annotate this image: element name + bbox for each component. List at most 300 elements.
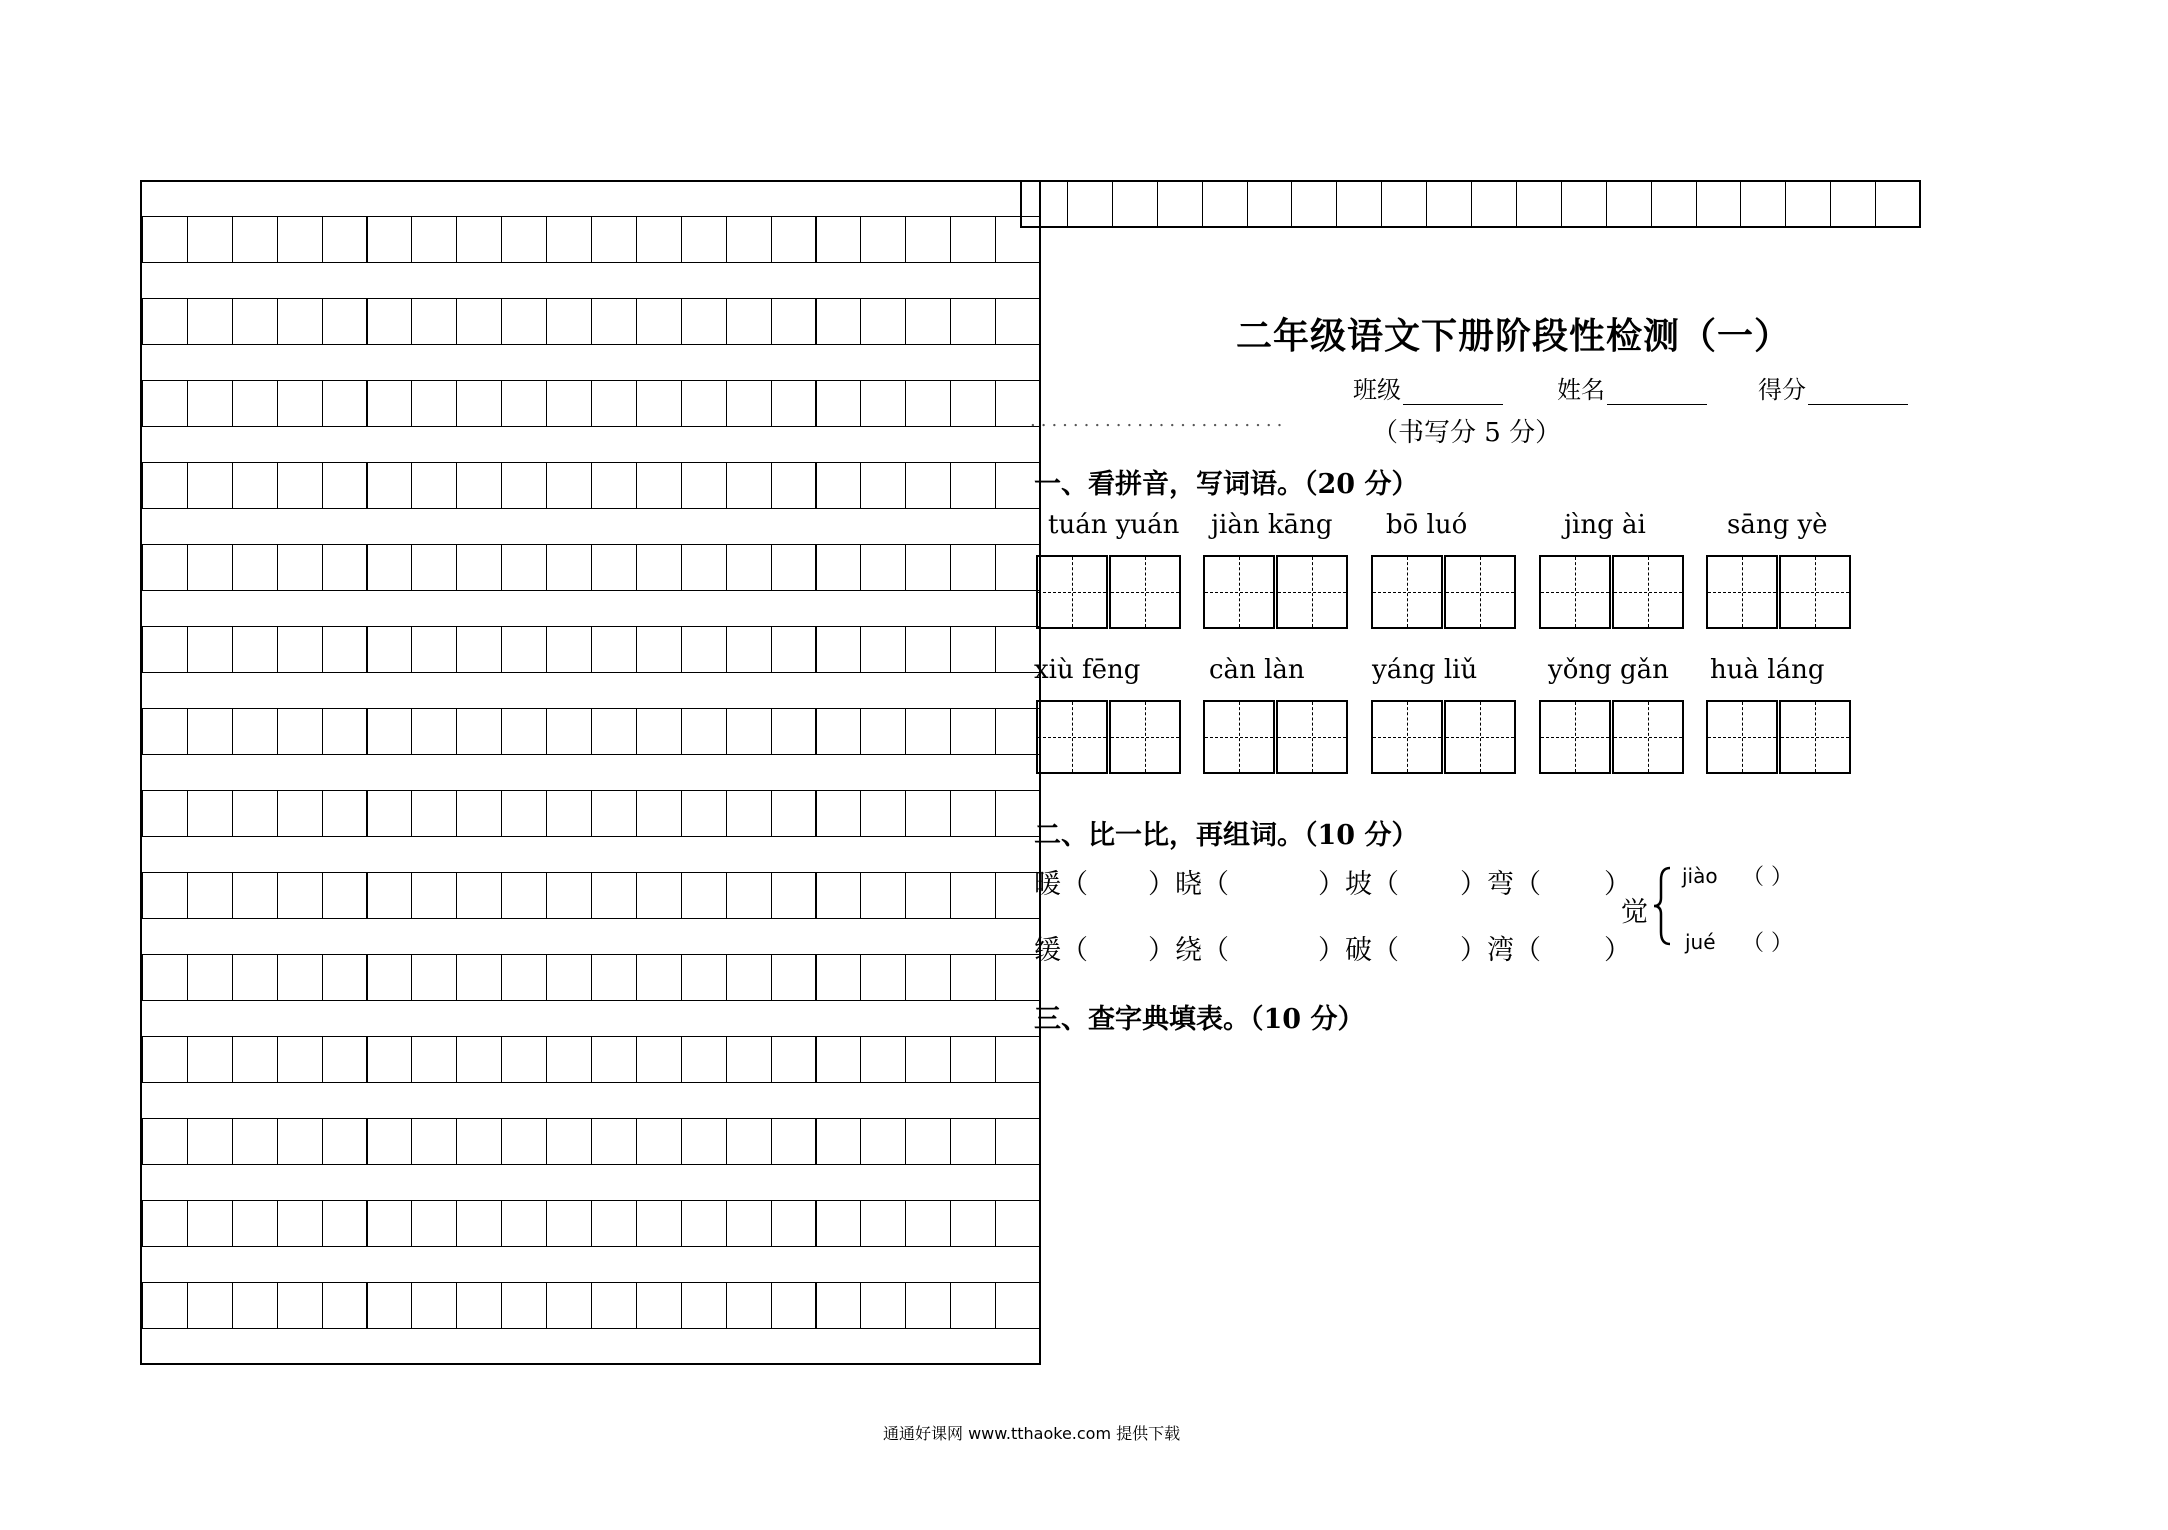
grid-cell[interactable] [456, 626, 502, 673]
grid-cell[interactable] [142, 954, 188, 1001]
grid-cell[interactable] [726, 708, 772, 755]
grid-cell[interactable] [726, 1282, 772, 1329]
grid-cell[interactable] [860, 216, 906, 263]
grid-cell[interactable] [1202, 182, 1247, 226]
grid-cell[interactable] [142, 216, 188, 263]
grid-cell[interactable] [411, 1200, 457, 1247]
grid-cell[interactable] [232, 1036, 278, 1083]
grid-cell[interactable] [456, 298, 502, 345]
grid-cell[interactable] [1067, 182, 1112, 226]
grid-cell[interactable] [726, 462, 772, 509]
grid-cell[interactable] [950, 626, 996, 673]
grid-cell[interactable] [905, 872, 951, 919]
grid-cell[interactable] [456, 954, 502, 1001]
grid-cell[interactable] [995, 298, 1041, 345]
grid-cell[interactable] [411, 380, 457, 427]
grid-cell[interactable] [726, 544, 772, 591]
tianzige-box[interactable] [1203, 555, 1275, 629]
grid-cell[interactable] [905, 1036, 951, 1083]
grid-cell[interactable] [681, 790, 727, 837]
grid-cell[interactable] [142, 380, 188, 427]
grid-cell[interactable] [277, 1118, 323, 1165]
grid-cell[interactable] [277, 298, 323, 345]
grid-cell[interactable] [142, 790, 188, 837]
grid-cell[interactable] [636, 954, 682, 1001]
grid-cell[interactable] [995, 1036, 1041, 1083]
grid-cell[interactable] [816, 1282, 862, 1329]
grid-cell[interactable] [411, 216, 457, 263]
grid-cell[interactable] [322, 790, 368, 837]
grid-cell[interactable] [546, 708, 592, 755]
grid-cell[interactable] [726, 1200, 772, 1247]
grid-cell[interactable] [591, 1200, 637, 1247]
grid-cell[interactable] [411, 462, 457, 509]
grid-cell[interactable] [636, 1282, 682, 1329]
grid-cell[interactable] [905, 708, 951, 755]
grid-cell[interactable] [771, 380, 817, 427]
grid-cell[interactable] [456, 708, 502, 755]
grid-cell[interactable] [950, 1118, 996, 1165]
grid-cell[interactable] [232, 462, 278, 509]
grid-cell[interactable] [1426, 182, 1471, 226]
grid-cell[interactable] [367, 544, 413, 591]
grid-cell[interactable] [816, 216, 862, 263]
grid-cell[interactable] [501, 298, 547, 345]
grid-cell[interactable] [950, 1200, 996, 1247]
grid-cell[interactable] [411, 1118, 457, 1165]
grid-cell[interactable] [501, 872, 547, 919]
grid-cell[interactable] [322, 1118, 368, 1165]
grid-cell[interactable] [187, 1118, 233, 1165]
grid-cell[interactable] [860, 1118, 906, 1165]
grid-cell[interactable] [950, 954, 996, 1001]
grid-cell[interactable] [905, 1118, 951, 1165]
grid-cell[interactable] [501, 626, 547, 673]
grid-cell[interactable] [367, 626, 413, 673]
grid-cell[interactable] [367, 790, 413, 837]
grid-cell[interactable] [905, 216, 951, 263]
grid-cell[interactable] [816, 1036, 862, 1083]
grid-cell[interactable] [322, 1036, 368, 1083]
grid-cell[interactable] [456, 462, 502, 509]
tianzige-box[interactable] [1444, 555, 1516, 629]
grid-cell[interactable] [1875, 182, 1920, 226]
grid-cell[interactable] [232, 872, 278, 919]
grid-cell[interactable] [546, 462, 592, 509]
grid-cell[interactable] [726, 790, 772, 837]
grid-cell[interactable] [771, 954, 817, 1001]
grid-cell[interactable] [546, 380, 592, 427]
grid-cell[interactable] [1561, 182, 1606, 226]
grid-cell[interactable] [546, 954, 592, 1001]
grid-cell[interactable] [681, 298, 727, 345]
grid-cell[interactable] [456, 872, 502, 919]
grid-cell[interactable] [277, 1200, 323, 1247]
class-line[interactable] [1403, 382, 1503, 405]
grid-cell[interactable] [591, 708, 637, 755]
grid-cell[interactable] [950, 790, 996, 837]
grid-cell[interactable] [860, 1200, 906, 1247]
grid-cell[interactable] [636, 1200, 682, 1247]
grid-cell[interactable] [771, 708, 817, 755]
grid-cell[interactable] [816, 1200, 862, 1247]
grid-cell[interactable] [860, 872, 906, 919]
tianzige-box[interactable] [1706, 700, 1778, 774]
grid-cell[interactable] [1785, 182, 1830, 226]
grid-cell[interactable] [816, 380, 862, 427]
grid-cell[interactable] [232, 1118, 278, 1165]
grid-cell[interactable] [187, 790, 233, 837]
grid-cell[interactable] [187, 462, 233, 509]
grid-cell[interactable] [322, 1282, 368, 1329]
grid-cell[interactable] [501, 1036, 547, 1083]
grid-cell[interactable] [681, 462, 727, 509]
grid-cell[interactable] [726, 380, 772, 427]
grid-cell[interactable] [591, 216, 637, 263]
grid-cell[interactable] [950, 708, 996, 755]
grid-cell[interactable] [905, 380, 951, 427]
grid-cell[interactable] [905, 790, 951, 837]
grid-cell[interactable] [905, 626, 951, 673]
tianzige-box[interactable] [1444, 700, 1516, 774]
grid-cell[interactable] [816, 708, 862, 755]
grid-cell[interactable] [232, 298, 278, 345]
grid-cell[interactable] [322, 462, 368, 509]
grid-cell[interactable] [816, 462, 862, 509]
grid-cell[interactable] [367, 1036, 413, 1083]
grid-cell[interactable] [277, 954, 323, 1001]
grid-cell[interactable] [411, 626, 457, 673]
grid-cell[interactable] [816, 872, 862, 919]
grid-cell[interactable] [277, 1282, 323, 1329]
grid-cell[interactable] [816, 626, 862, 673]
grid-cell[interactable] [411, 298, 457, 345]
tianzige-box[interactable] [1612, 700, 1684, 774]
grid-cell[interactable] [142, 544, 188, 591]
grid-cell[interactable] [860, 462, 906, 509]
tianzige-box[interactable] [1371, 700, 1443, 774]
grid-cell[interactable] [546, 216, 592, 263]
grid-cell[interactable] [411, 544, 457, 591]
grid-cell[interactable] [367, 1282, 413, 1329]
grid-cell[interactable] [367, 1200, 413, 1247]
grid-cell[interactable] [950, 216, 996, 263]
grid-cell[interactable] [681, 380, 727, 427]
grid-cell[interactable] [636, 872, 682, 919]
grid-cell[interactable] [726, 872, 772, 919]
grid-cell[interactable] [367, 708, 413, 755]
grid-cell[interactable] [367, 216, 413, 263]
grid-cell[interactable] [322, 380, 368, 427]
grid-cell[interactable] [995, 1282, 1041, 1329]
grid-cell[interactable] [816, 1118, 862, 1165]
grid-cell[interactable] [322, 1200, 368, 1247]
grid-cell[interactable] [771, 1282, 817, 1329]
tianzige-box[interactable] [1779, 700, 1851, 774]
grid-cell[interactable] [142, 1118, 188, 1165]
grid-cell[interactable] [591, 1282, 637, 1329]
grid-cell[interactable] [771, 872, 817, 919]
tianzige-box[interactable] [1276, 555, 1348, 629]
grid-cell[interactable] [950, 380, 996, 427]
grid-cell[interactable] [277, 626, 323, 673]
tianzige-box[interactable] [1539, 555, 1611, 629]
grid-cell[interactable] [187, 1282, 233, 1329]
grid-cell[interactable] [591, 954, 637, 1001]
grid-cell[interactable] [142, 1282, 188, 1329]
grid-cell[interactable] [591, 380, 637, 427]
tianzige-box[interactable] [1109, 555, 1181, 629]
grid-cell[interactable] [681, 1200, 727, 1247]
grid-cell[interactable] [322, 626, 368, 673]
grid-cell[interactable] [1651, 182, 1696, 226]
grid-cell[interactable] [277, 544, 323, 591]
grid-cell[interactable] [501, 790, 547, 837]
grid-cell[interactable] [681, 544, 727, 591]
grid-cell[interactable] [411, 1036, 457, 1083]
grid-cell[interactable] [142, 462, 188, 509]
grid-cell[interactable] [816, 954, 862, 1001]
grid-cell[interactable] [591, 1118, 637, 1165]
grid-cell[interactable] [636, 708, 682, 755]
tianzige-box[interactable] [1779, 555, 1851, 629]
grid-cell[interactable] [681, 216, 727, 263]
grid-cell[interactable] [411, 872, 457, 919]
grid-cell[interactable] [771, 544, 817, 591]
grid-cell[interactable] [905, 1200, 951, 1247]
grid-cell[interactable] [816, 544, 862, 591]
score-line[interactable] [1808, 382, 1908, 405]
grid-cell[interactable] [636, 544, 682, 591]
grid-cell[interactable] [322, 872, 368, 919]
tianzige-box[interactable] [1539, 700, 1611, 774]
grid-cell[interactable] [1471, 182, 1516, 226]
grid-cell[interactable] [277, 1036, 323, 1083]
grid-cell[interactable] [636, 1118, 682, 1165]
grid-cell[interactable] [367, 954, 413, 1001]
grid-cell[interactable] [681, 708, 727, 755]
grid-cell[interactable] [322, 954, 368, 1001]
grid-cell[interactable] [771, 462, 817, 509]
grid-cell[interactable] [546, 1200, 592, 1247]
grid-cell[interactable] [1606, 182, 1651, 226]
grid-cell[interactable] [636, 380, 682, 427]
grid-cell[interactable] [456, 544, 502, 591]
grid-cell[interactable] [950, 544, 996, 591]
grid-cell[interactable] [681, 954, 727, 1001]
grid-cell[interactable] [771, 298, 817, 345]
grid-cell[interactable] [995, 1200, 1041, 1247]
grid-cell[interactable] [860, 1282, 906, 1329]
grid-cell[interactable] [187, 544, 233, 591]
grid-cell[interactable] [726, 954, 772, 1001]
grid-cell[interactable] [367, 872, 413, 919]
grid-cell[interactable] [411, 954, 457, 1001]
grid-cell[interactable] [726, 626, 772, 673]
grid-cell[interactable] [232, 1282, 278, 1329]
grid-cell[interactable] [1830, 182, 1875, 226]
grid-cell[interactable] [546, 544, 592, 591]
grid-cell[interactable] [950, 1036, 996, 1083]
grid-cell[interactable] [681, 872, 727, 919]
tianzige-box[interactable] [1371, 555, 1443, 629]
grid-cell[interactable] [771, 1200, 817, 1247]
grid-cell[interactable] [726, 1118, 772, 1165]
grid-cell[interactable] [232, 708, 278, 755]
grid-cell[interactable] [546, 872, 592, 919]
grid-cell[interactable] [1247, 182, 1292, 226]
grid-cell[interactable] [591, 790, 637, 837]
grid-cell[interactable] [636, 626, 682, 673]
grid-cell[interactable] [546, 790, 592, 837]
tianzige-box[interactable] [1203, 700, 1275, 774]
grid-cell[interactable] [726, 1036, 772, 1083]
grid-cell[interactable] [456, 1036, 502, 1083]
grid-cell[interactable] [187, 626, 233, 673]
grid-cell[interactable] [546, 298, 592, 345]
grid-cell[interactable] [546, 1036, 592, 1083]
grid-cell[interactable] [591, 462, 637, 509]
grid-cell[interactable] [501, 1118, 547, 1165]
grid-cell[interactable] [950, 298, 996, 345]
grid-cell[interactable] [142, 298, 188, 345]
grid-cell[interactable] [187, 872, 233, 919]
grid-cell[interactable] [1516, 182, 1561, 226]
grid-cell[interactable] [456, 1200, 502, 1247]
grid-cell[interactable] [591, 626, 637, 673]
grid-cell[interactable] [546, 1282, 592, 1329]
grid-cell[interactable] [950, 1282, 996, 1329]
grid-cell[interactable] [860, 790, 906, 837]
grid-cell[interactable] [142, 1036, 188, 1083]
grid-cell[interactable] [1336, 182, 1381, 226]
grid-cell[interactable] [456, 1118, 502, 1165]
grid-cell[interactable] [726, 298, 772, 345]
grid-cell[interactable] [277, 462, 323, 509]
grid-cell[interactable] [142, 1200, 188, 1247]
grid-cell[interactable] [501, 380, 547, 427]
name-line[interactable] [1607, 382, 1707, 405]
grid-cell[interactable] [411, 790, 457, 837]
tianzige-box[interactable] [1706, 555, 1778, 629]
grid-cell[interactable] [501, 1200, 547, 1247]
grid-cell[interactable] [501, 708, 547, 755]
grid-cell[interactable] [142, 708, 188, 755]
grid-cell[interactable] [816, 298, 862, 345]
grid-cell[interactable] [187, 298, 233, 345]
grid-cell[interactable] [681, 626, 727, 673]
grid-cell[interactable] [636, 1036, 682, 1083]
grid-cell[interactable] [232, 790, 278, 837]
grid-cell[interactable] [411, 1282, 457, 1329]
grid-cell[interactable] [681, 1282, 727, 1329]
grid-cell[interactable] [232, 626, 278, 673]
grid-cell[interactable] [905, 954, 951, 1001]
grid-cell[interactable] [905, 462, 951, 509]
grid-cell[interactable] [411, 708, 457, 755]
grid-cell[interactable] [187, 708, 233, 755]
grid-cell[interactable] [322, 298, 368, 345]
grid-cell[interactable] [456, 1282, 502, 1329]
grid-cell[interactable] [501, 216, 547, 263]
grid-cell[interactable] [456, 216, 502, 263]
grid-cell[interactable] [905, 1282, 951, 1329]
grid-cell[interactable] [367, 298, 413, 345]
grid-cell[interactable] [995, 1118, 1041, 1165]
tianzige-box[interactable] [1276, 700, 1348, 774]
grid-cell[interactable] [277, 216, 323, 263]
grid-cell[interactable] [591, 544, 637, 591]
grid-cell[interactable] [636, 216, 682, 263]
grid-cell[interactable] [860, 1036, 906, 1083]
tianzige-box[interactable] [1109, 700, 1181, 774]
grid-cell[interactable] [1696, 182, 1741, 226]
grid-cell[interactable] [860, 380, 906, 427]
grid-cell[interactable] [591, 1036, 637, 1083]
grid-cell[interactable] [367, 1118, 413, 1165]
grid-cell[interactable] [771, 626, 817, 673]
grid-cell[interactable] [322, 216, 368, 263]
grid-cell[interactable] [860, 708, 906, 755]
grid-cell[interactable] [1740, 182, 1785, 226]
grid-cell[interactable] [591, 872, 637, 919]
grid-cell[interactable] [681, 1118, 727, 1165]
grid-cell[interactable] [905, 298, 951, 345]
grid-cell[interactable] [1112, 182, 1157, 226]
grid-cell[interactable] [232, 954, 278, 1001]
grid-cell[interactable] [232, 544, 278, 591]
grid-cell[interactable] [367, 380, 413, 427]
grid-cell[interactable] [232, 1200, 278, 1247]
grid-cell[interactable] [187, 954, 233, 1001]
grid-cell[interactable] [456, 790, 502, 837]
grid-cell[interactable] [681, 1036, 727, 1083]
grid-cell[interactable] [995, 708, 1041, 755]
tianzige-box[interactable] [1036, 700, 1108, 774]
grid-cell[interactable] [142, 872, 188, 919]
grid-cell[interactable] [277, 790, 323, 837]
grid-cell[interactable] [1381, 182, 1426, 226]
grid-cell[interactable] [501, 544, 547, 591]
grid-cell[interactable] [1157, 182, 1202, 226]
grid-cell[interactable] [591, 298, 637, 345]
grid-cell[interactable] [322, 544, 368, 591]
grid-cell[interactable] [771, 216, 817, 263]
grid-cell[interactable] [187, 1036, 233, 1083]
grid-cell[interactable] [277, 708, 323, 755]
grid-cell[interactable] [726, 216, 772, 263]
grid-cell[interactable] [950, 462, 996, 509]
grid-cell[interactable] [501, 462, 547, 509]
grid-cell[interactable] [142, 626, 188, 673]
grid-cell[interactable] [860, 954, 906, 1001]
grid-cell[interactable] [187, 216, 233, 263]
grid-cell[interactable] [232, 216, 278, 263]
grid-cell[interactable] [771, 1118, 817, 1165]
grid-cell[interactable] [636, 298, 682, 345]
grid-cell[interactable] [1291, 182, 1336, 226]
grid-cell[interactable] [995, 544, 1041, 591]
grid-cell[interactable] [860, 626, 906, 673]
grid-cell[interactable] [187, 1200, 233, 1247]
grid-cell[interactable] [905, 544, 951, 591]
grid-cell[interactable] [322, 708, 368, 755]
grid-cell[interactable] [816, 790, 862, 837]
grid-cell[interactable] [546, 1118, 592, 1165]
grid-cell[interactable] [232, 380, 278, 427]
grid-cell[interactable] [771, 1036, 817, 1083]
tianzige-box[interactable] [1036, 555, 1108, 629]
